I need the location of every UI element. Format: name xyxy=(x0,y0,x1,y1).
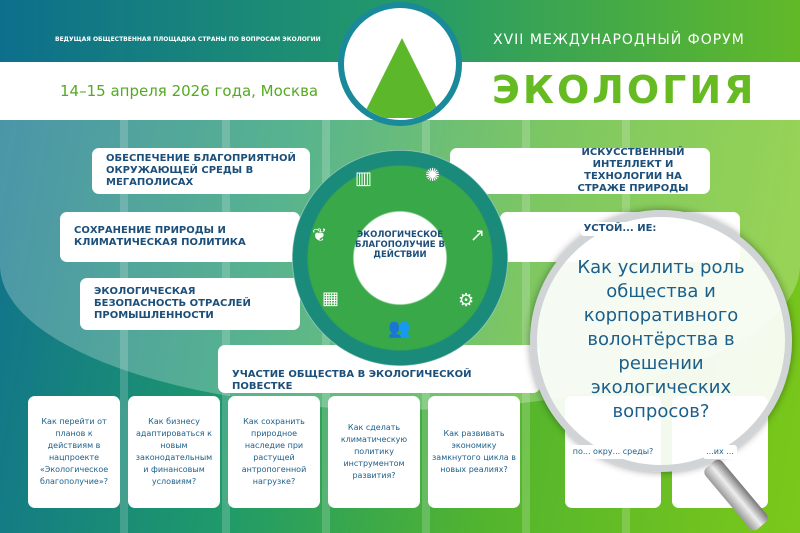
gear-leaf-icon: ⚙ xyxy=(458,290,475,311)
growth-chart-icon: ↗ xyxy=(470,225,486,246)
question-card: Как бизнесу адаптироваться к новым законодательным и финансовым условиям? xyxy=(128,396,220,508)
ai-network-icon: ✺ xyxy=(425,165,441,186)
question-card: Как развивать экономику замкнутого цикла в новых реалиях? xyxy=(428,396,520,508)
factory-icon: ▦ xyxy=(322,288,340,309)
people-icon: 👥 xyxy=(388,318,411,339)
question-card: Как перейти от планов к действиям в нацпроекте «Экологическое благополучие»? xyxy=(28,396,120,508)
question-card-text: по... окру... среды? xyxy=(570,445,657,459)
tagline: ВЕДУЩАЯ ОБЩЕСТВЕННАЯ ПЛОЩАДКА СТРАНЫ ПО ВОПРОСАМ ЭКОЛОГИИ xyxy=(55,36,321,43)
hands-plant-icon: ❦ xyxy=(312,225,328,246)
topic-box: ИСКУССТВЕННЫЙ ИНТЕЛЛЕКТ И ТЕХНОЛОГИИ НА СТРАЖЕ ПРИРОДЫ xyxy=(450,148,710,194)
magnified-question: Как усилить роль общества и корпоративного волонтёрства в решении экологических вопросов? xyxy=(577,257,745,422)
mountain-icon xyxy=(362,38,442,118)
question-card-text: ...их ... xyxy=(703,445,737,459)
wheel-center-label: ЭКОЛОГИЧЕСКОЕ БЛАГОПОЛУЧИЕ В ДЕЙСТВИИ xyxy=(355,230,445,260)
question-card: Как сохранить природное наследие при растущей антропогенной нагрузке? xyxy=(228,396,320,508)
topic-box-label: УСТОЙ... ИЕ: xyxy=(581,222,660,236)
topic-box: СОХРАНЕНИЕ ПРИРОДЫ И КЛИМАТИЧЕСКАЯ ПОЛИТИКА xyxy=(60,212,300,262)
forum-logo xyxy=(338,2,462,126)
forum-label: XVII МЕЖДУНАРОДНЫЙ ФОРУМ xyxy=(493,32,745,48)
question-card: Как сделать климатическую политику инструментом развития? xyxy=(328,396,420,508)
topic-box: ОБЕСПЕЧЕНИЕ БЛАГОПРИЯТНОЙ ОКРУЖАЮЩЕЙ СРЕДЫ В МЕГАПОЛИСАХ xyxy=(92,148,310,194)
event-date: 14–15 апреля 2026 года, Москва xyxy=(60,82,319,100)
topic-box: УЧАСТИЕ ОБЩЕСТВА В ЭКОЛОГИЧЕСКОЙ ПОВЕСТКЕ xyxy=(218,345,540,393)
city-icon: ▥ xyxy=(355,168,373,189)
topic-box: ЭКОЛОГИЧЕСКАЯ БЕЗОПАСНОСТЬ ОТРАСЛЕЙ ПРОМЫШЛЕННОСТИ xyxy=(80,278,300,330)
forum-title: ЭКОЛОГИЯ xyxy=(492,68,757,112)
